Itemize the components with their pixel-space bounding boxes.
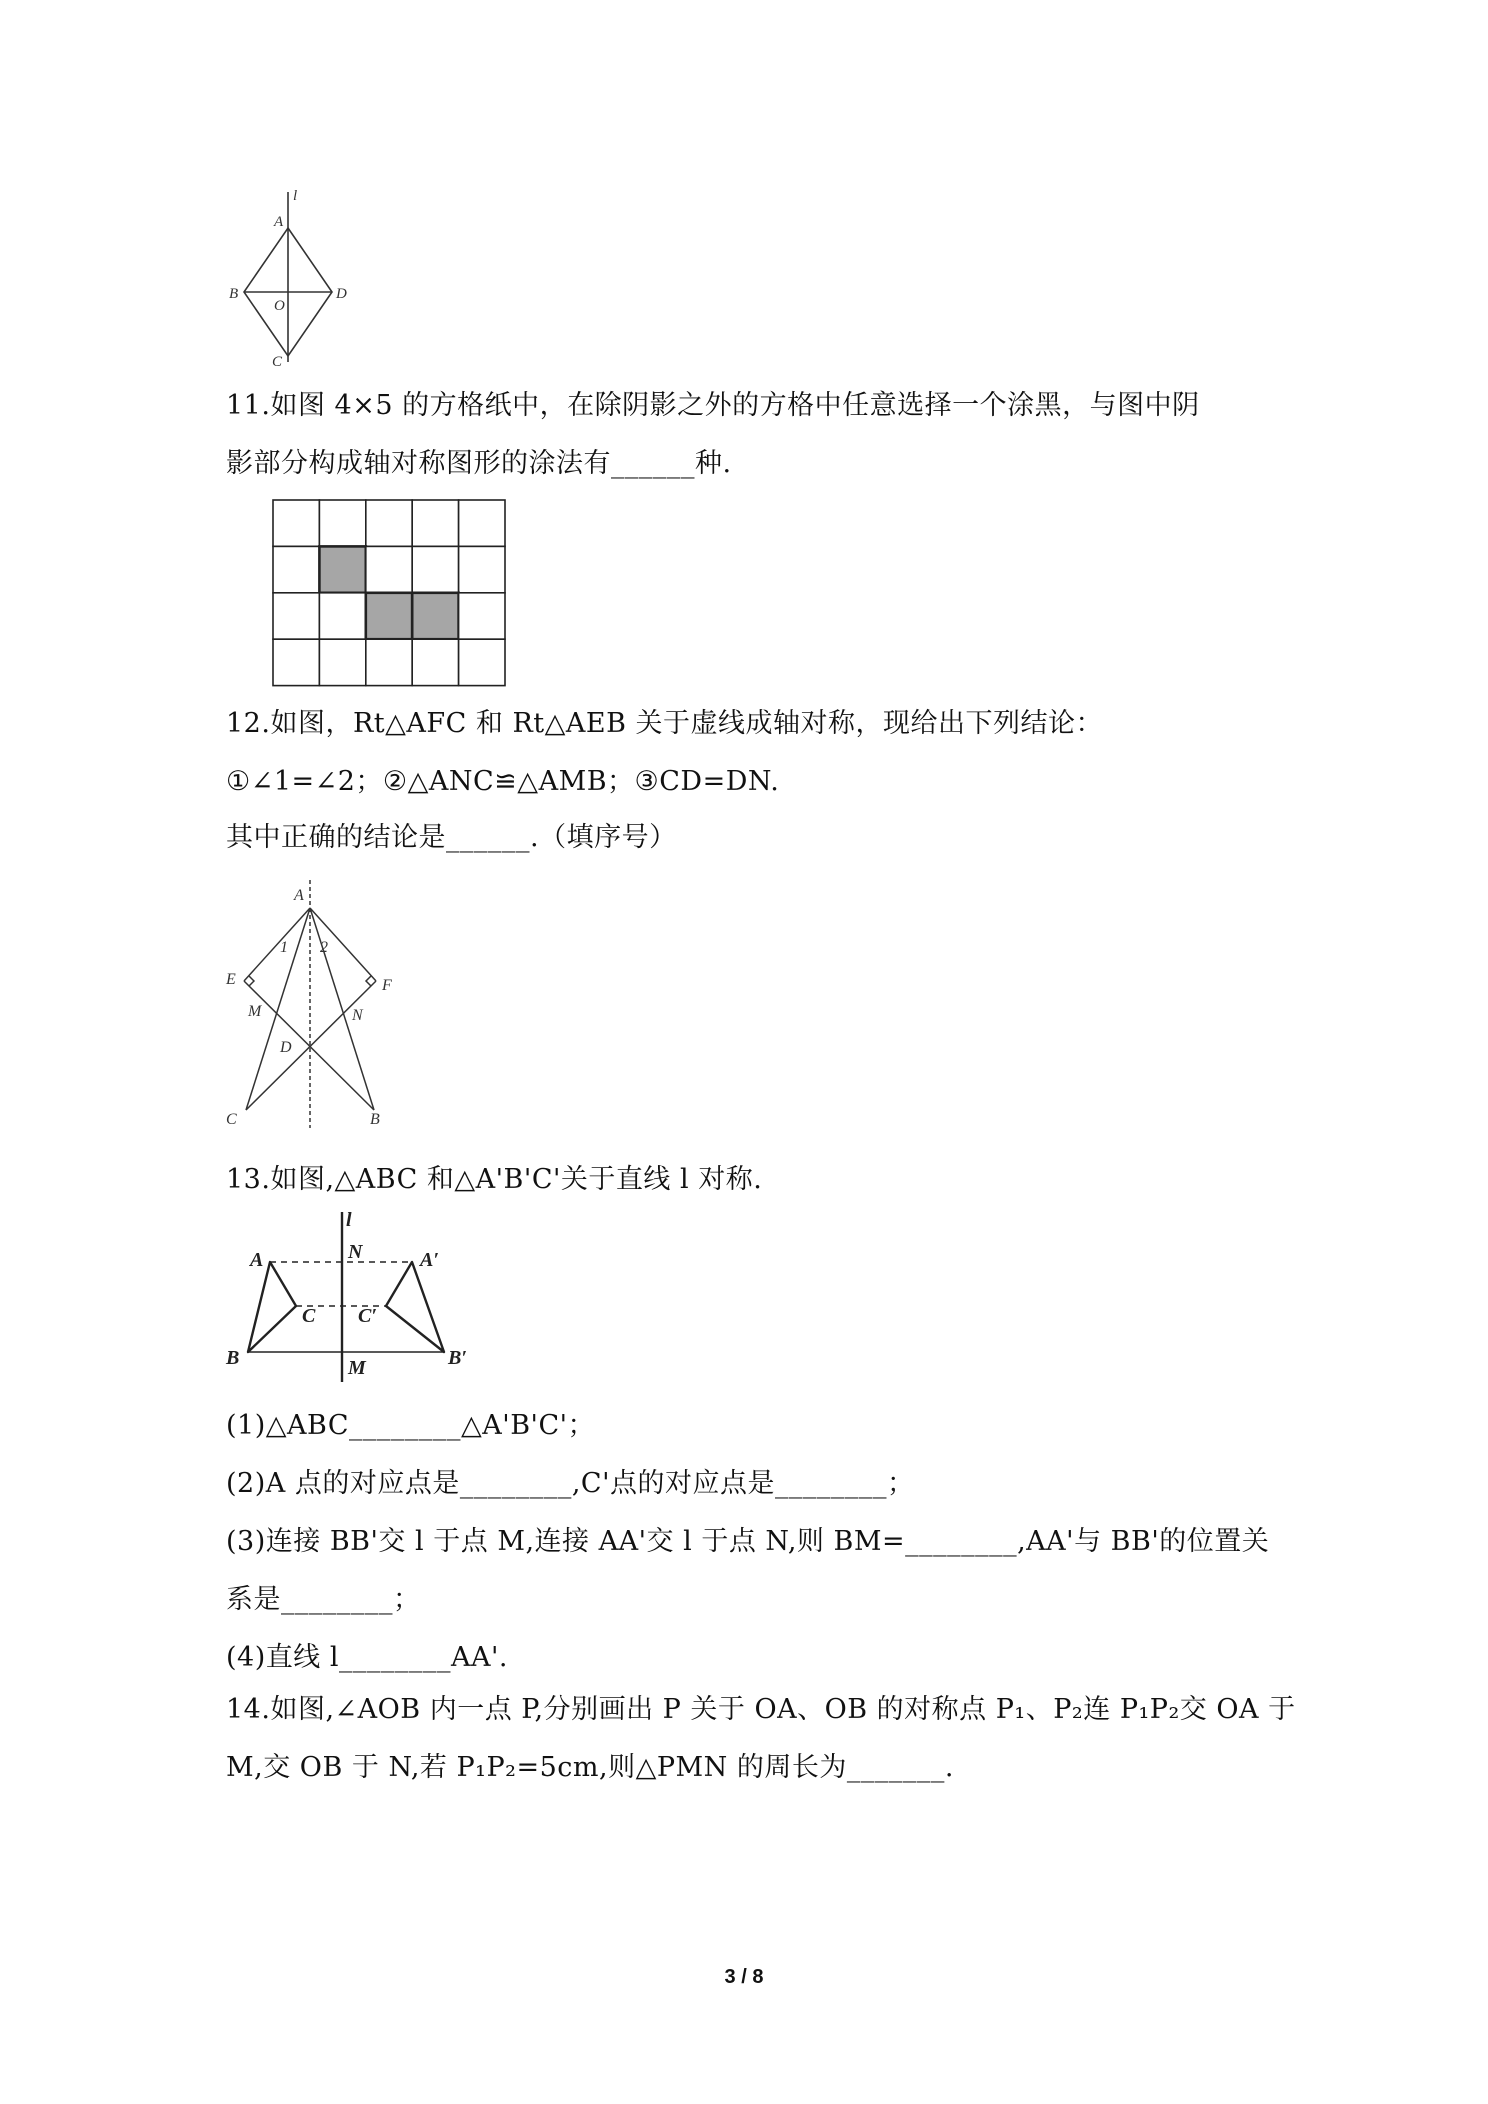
grid-cell <box>319 500 365 546</box>
q11-grid-figure <box>272 499 510 687</box>
label-D: D <box>280 1039 292 1056</box>
label-M: M <box>348 1357 366 1379</box>
label-F: F <box>382 977 392 994</box>
q11-line1: 11.如图 4×5 的方格纸中，在除阴影之外的方格中任意选择一个涂黑，与图中阴 <box>226 390 1200 421</box>
q11-line2: 影部分构成轴对称图形的涂法有______种. <box>226 448 732 479</box>
rhombus-figure <box>224 186 364 372</box>
q13-sub4: (4)直线 l________AA'. <box>226 1642 508 1673</box>
q12-figure <box>222 880 412 1130</box>
q13-sub3a: (3)连接 BB'交 l 于点 M,连接 AA'交 l 于点 N,则 BM=________,AA'与 BB'的位置关 <box>226 1526 1270 1557</box>
grid-cell <box>366 500 412 546</box>
label-2: 2 <box>320 939 328 956</box>
label-A: A <box>250 1249 264 1271</box>
grid-cell <box>319 639 365 685</box>
grid-cell <box>366 546 412 592</box>
label-l: l <box>346 1209 352 1231</box>
label-C: C <box>226 1111 237 1128</box>
label-l: l <box>293 188 298 204</box>
label-1: 1 <box>280 939 288 956</box>
grid-cell <box>319 593 365 639</box>
grid-cell-shaded <box>412 593 458 639</box>
q12-line3: 其中正确的结论是______.（填序号） <box>226 822 677 853</box>
grid-cell <box>273 639 319 685</box>
grid-cell <box>412 546 458 592</box>
grid-cell-shaded <box>366 593 412 639</box>
label-A: A <box>274 214 284 230</box>
label-B: B <box>370 1111 380 1128</box>
label-N: N <box>348 1241 363 1263</box>
grid-cell <box>459 500 505 546</box>
label-A: A <box>294 887 304 904</box>
grid-cell <box>273 546 319 592</box>
label-B: B <box>226 1347 240 1369</box>
label-C: C <box>302 1305 316 1327</box>
label-C: C <box>272 354 283 370</box>
q13-line1: 13.如图,△ABC 和△A'B'C'关于直线 l 对称. <box>226 1164 763 1195</box>
label-N: N <box>352 1007 363 1024</box>
label-C-prime: C′ <box>358 1305 377 1327</box>
q14-line2: M,交 OB 于 N,若 P₁P₂=5cm,则△PMN 的周长为_______. <box>226 1752 954 1783</box>
q14-line1: 14.如图,∠AOB 内一点 P,分别画出 P 关于 OA、OB 的对称点 P₁、P₂连 P₁P₂交 OA 于 <box>226 1694 1296 1725</box>
q12-line2: ①∠1=∠2；②△ANC≌△AMB；③CD=DN. <box>226 766 780 797</box>
label-D: D <box>336 286 347 302</box>
grid-cell <box>273 500 319 546</box>
label-B-prime: B′ <box>448 1347 467 1369</box>
q13-sub2: (2)A 点的对应点是________,C'点的对应点是________； <box>226 1468 915 1499</box>
grid-cell-shaded <box>319 546 365 592</box>
q13-figure <box>222 1208 482 1386</box>
page-number: 3 / 8 <box>724 1966 764 1988</box>
label-A-prime: A′ <box>420 1249 439 1271</box>
grid-cell <box>459 593 505 639</box>
label-O: O <box>274 298 285 314</box>
grid-cell <box>412 500 458 546</box>
grid-cell <box>459 546 505 592</box>
label-E: E <box>226 971 236 988</box>
q13-sub3b: 系是________； <box>226 1584 421 1615</box>
q13-sub1: (1)△ABC________△A'B'C'； <box>226 1410 596 1441</box>
label-M: M <box>248 1003 262 1020</box>
grid-cell <box>366 639 412 685</box>
grid-cell <box>459 639 505 685</box>
grid-cell <box>273 593 319 639</box>
label-B: B <box>229 286 239 302</box>
q12-line1: 12.如图，Rt△AFC 和 Rt△AEB 关于虚线成轴对称，现给出下列结论： <box>226 708 1104 739</box>
grid-cell <box>412 639 458 685</box>
